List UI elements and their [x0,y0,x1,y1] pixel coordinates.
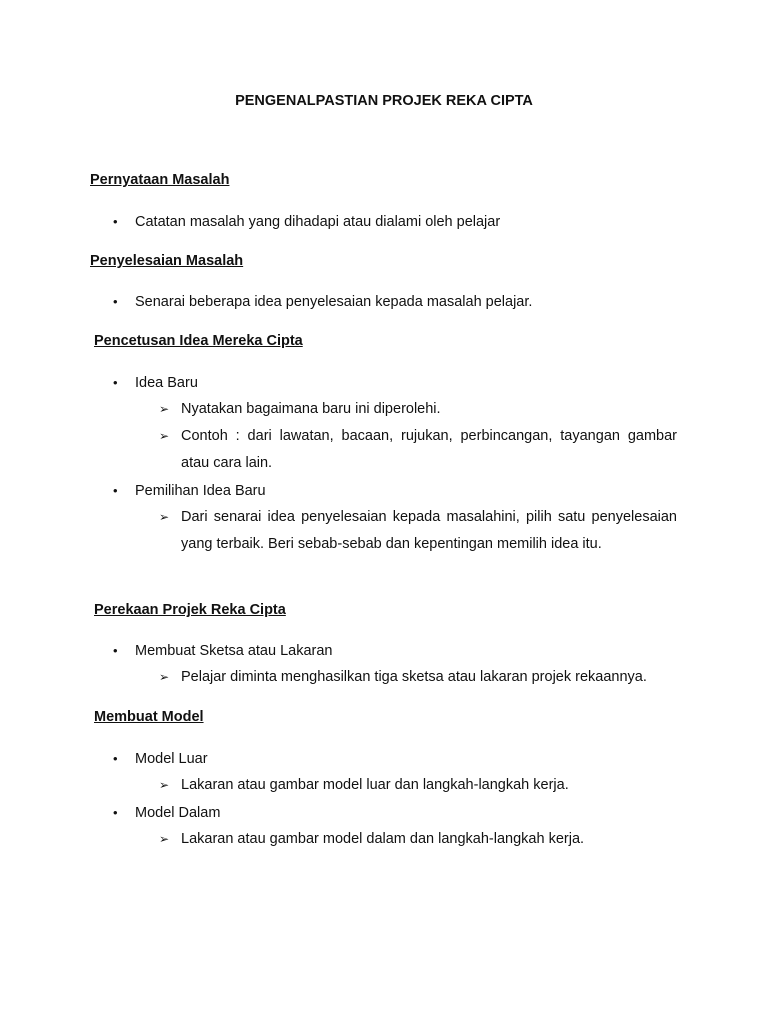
section-heading-pencetusan-idea: Pencetusan Idea Mereka Cipta [94,333,303,349]
arrow-bullet-icon: ➢ [159,510,170,524]
sub-list-item [159,504,677,557]
bullet-icon: • [113,643,118,658]
sub-list-item-text: Lakaran atau gambar model dalam dan langkah-langkah kerja. [181,831,585,847]
section-heading-membuat-model: Membuat Model [94,709,204,725]
sub-list-item-text: Contoh : dari lawatan, bacaan, rujukan, perbincangan, tayangan gambar atau cara lain. [181,428,677,471]
sub-list-item [159,396,677,423]
bullet-icon: • [113,805,118,820]
list-item-text: Catatan masalah yang dihadapi atau dialami oleh pelajar [135,214,501,230]
sub-list-item [159,772,677,799]
sub-list-item [159,423,677,476]
arrow-bullet-icon: ➢ [159,670,170,684]
list-item-text: Model Dalam [135,805,221,821]
section-heading-perekaan-projek: Perekaan Projek Reka Cipta [94,602,286,618]
bullet-icon: • [113,294,118,309]
list-item-text: Senarai beberapa idea penyelesaian kepada masalah pelajar. [135,294,533,310]
sub-list-item [159,826,677,853]
bullet-icon: • [113,751,118,766]
sub-list-item [159,664,677,691]
list-item-text: Pemilihan Idea Baru [135,483,266,499]
arrow-bullet-icon: ➢ [159,402,170,416]
bullet-icon: • [113,214,118,229]
arrow-bullet-icon: ➢ [159,429,170,443]
arrow-bullet-icon: ➢ [159,832,170,846]
list-item-text: Idea Baru [135,375,198,391]
sub-list-item-text: Dari senarai idea penyelesaian kepada masalahini, pilih satu penyelesaian yang terbaik. Beri sebab-sebab dan kepentingan memilih idea itu. [181,509,677,552]
section-heading-pernyataan-masalah: Pernyataan Masalah [90,172,230,188]
list-item-text: Model Luar [135,751,208,767]
sub-list-item-text: Pelajar diminta menghasilkan tiga sketsa atau lakaran projek rekaannya. [181,669,647,685]
section-heading-penyelesaian-masalah: Penyelesaian Masalah [90,253,244,269]
bullet-icon: • [113,483,118,498]
bullet-icon: • [113,375,118,390]
arrow-bullet-icon: ➢ [159,778,170,792]
document-title: PENGENALPASTIAN PROJEK REKA CIPTA [235,93,533,109]
sub-list-item-text: Lakaran atau gambar model luar dan langkah-langkah kerja. [181,777,569,793]
sub-list-item-text: Nyatakan bagaimana baru ini diperolehi. [181,401,441,417]
list-item-text: Membuat Sketsa atau Lakaran [135,643,333,659]
